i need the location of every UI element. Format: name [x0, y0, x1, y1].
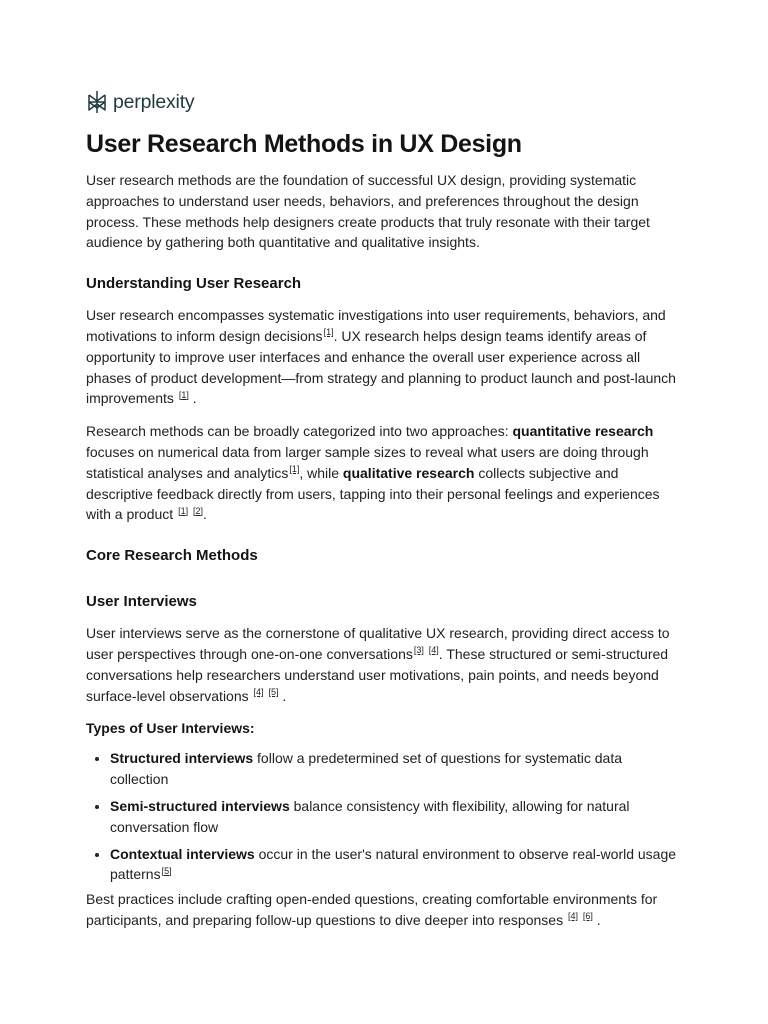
paragraph: Best practices include crafting open-ended questions, creating comfortable environments for participants, and preparing follow-up questions to dive deeper into responses [4] [6] . [86, 891, 658, 928]
intro-paragraph: User research methods are the foundation of successful UX design, providing systematic approaches to understand user needs, behaviors, and preferences throughout the design process. These methods help designers create products that truly resonate with their target audience by gathering both quantitative and qualitative insights. [86, 172, 650, 251]
citation-link[interactable]: [1] [178, 389, 189, 400]
list-item: • Semi-structured interviews balance consistency with flexibility, allowing for natural conversation flow [110, 796, 684, 838]
citation-link[interactable]: [4] [253, 686, 264, 697]
citation-link[interactable]: [4] [567, 911, 578, 922]
article-body [86, 170, 684, 931]
subsection-heading-user-interviews: User Interviews [86, 593, 197, 611]
perplexity-logo-icon [86, 90, 108, 114]
citation-link[interactable]: [2] [192, 505, 203, 516]
types-heading: Types of User Interviews: [86, 720, 255, 737]
brand-name: perplexity [113, 90, 195, 113]
citation-link[interactable]: [5] [268, 686, 279, 697]
citation-link[interactable]: [1] [289, 464, 300, 475]
list-item: • Structured interviews follow a predetermined set of questions for systematic data collection [110, 748, 684, 790]
section-heading-understanding: Understanding User Research [86, 275, 302, 293]
citation-link[interactable]: [5] [161, 865, 172, 876]
list-item: • Contextual interviews occur in the user's natural environment to observe real-world usage patterns[5] [110, 844, 684, 886]
paragraph: User interviews serve as the cornerstone of qualitative UX research, providing direct access to user perspectives through one-on-one conversations[3] [4]. These structured or semi-structured conversations help researchers understand user motivations, pain points, and needs beyond surface-level observations [4] [5] . [86, 625, 670, 704]
bold-term: quantitative research [512, 423, 654, 440]
paragraph: Research methods can be broadly categorized into two approaches: quantitative research focuses on numerical data from larger sample sizes to reveal what users are doing through statistical analyses and analytics[1], while qualitative research collects subjective and descriptive feedback directly from users, tapping into their personal feelings and experiences with a product [1] [2]. [86, 423, 660, 523]
citation-link[interactable]: [1] [178, 505, 189, 516]
interview-types-list [86, 748, 684, 885]
page-title: User Research Methods in UX Design [86, 130, 522, 158]
brand-logo[interactable] [86, 88, 194, 116]
paragraph: User research encompasses systematic investigations into user requirements, behaviors, and motivations to inform design decisions[1]. UX research helps design teams identify areas of opportunity to improve user interfaces and enhance the overall user experience across all phases of product development—from strategy and planning to product launch and post-launch improvements [1] . [86, 307, 676, 407]
citation-link[interactable]: [3] [413, 645, 424, 656]
citation-link[interactable]: [6] [582, 911, 593, 922]
section-heading-core-methods: Core Research Methods [86, 547, 258, 565]
citation-link[interactable]: [4] [428, 645, 439, 656]
bold-term: qualitative research [342, 464, 475, 481]
citation-link[interactable]: [1] [323, 327, 334, 338]
